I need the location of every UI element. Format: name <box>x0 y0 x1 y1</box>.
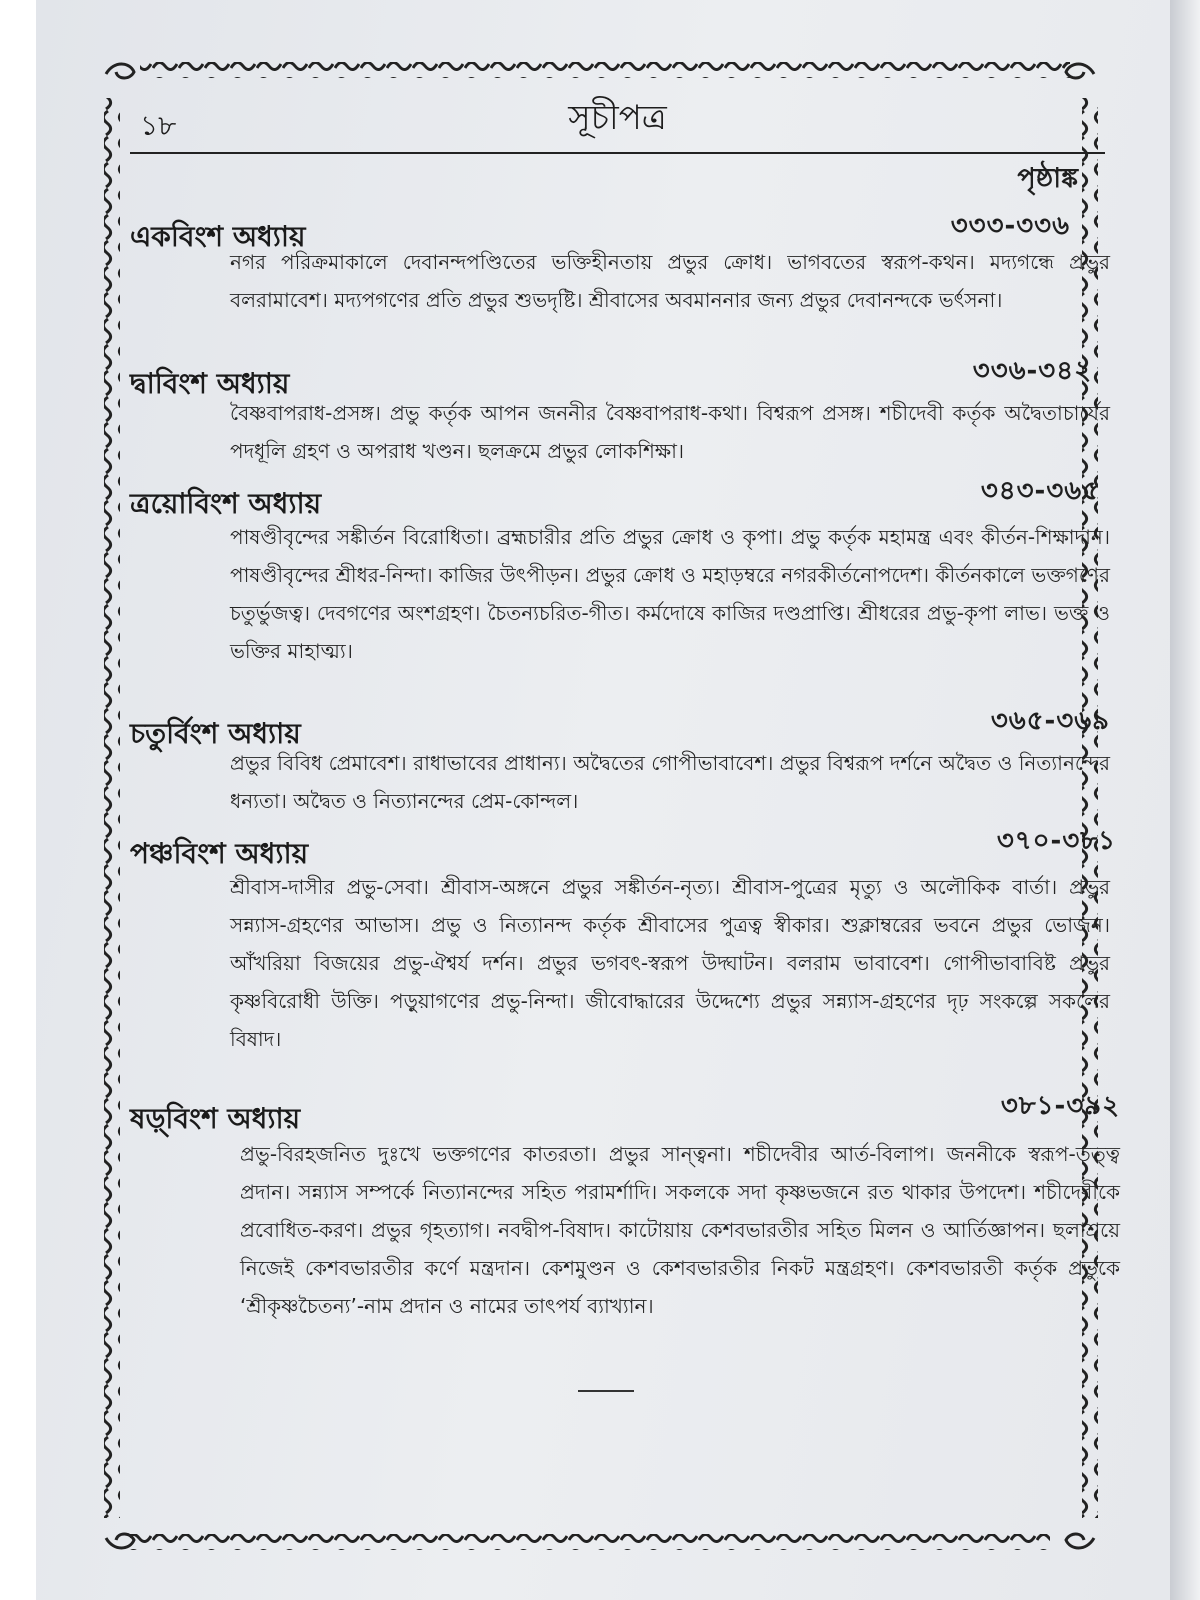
chapter-entry <box>130 205 1120 355</box>
chapter-title: চতুর্বিংশ অধ্যায় <box>130 717 301 750</box>
chapter-title: পঞ্চবিংশ অধ্যায় <box>130 837 309 870</box>
chapter-page-range: ৩৮১-৩৯২ <box>1000 1091 1120 1121</box>
chapter-title: ত্রয়োবিংশ অধ্যায় <box>130 487 322 520</box>
chapter-page-range: ৩৭০-৩৮১ <box>996 826 1116 856</box>
chapter-entry <box>130 820 1120 1090</box>
chapter-page-range: ৩৩৬-৩৪২ <box>972 356 1092 386</box>
chapter-summary: প্রভুর বিবিধ প্রেমাবেশ। রাধাভাবের প্রাধান্য। অদ্বৈতের গোপীভাবাবেশ। প্রভুর বিশ্বরূপ দর্শনে অদ্বৈত ও নিত্যানন্দের ধন্যতা। অদ্বৈত ও নিত্যানন্দের প্রেম-কোন্দল। <box>230 751 1110 813</box>
chapter-summary: নগর পরিক্রমাকালে দেবানন্দপণ্ডিতের ভক্তিহীনতায় প্রভুর ক্রোধ। ভাগবতের স্বরূপ-কথন। মদ্যগন্ধে প্রভুর বলরামাবেশ। মদ্যপগণের প্রতি প্রভুর শুভদৃষ্টি। শ্রীবাসের অবমাননার জন্য প্রভুর দেবানন্দকে ভর্ৎসনা। <box>230 250 1110 312</box>
chapter-entry <box>130 470 1120 700</box>
background-left <box>0 0 36 1600</box>
chapter-page-range: ৩৬৫-৩৬৯ <box>990 706 1110 736</box>
chapter-summary: প্রভু-বিরহজনিত দুঃখে ভক্তগণের কাতরতা। প্রভুর সান্ত্বনা। শচীদেবীর আর্ত-বিলাপ। জননীকে স্বরূপ-তত্ত্ব প্রদান। সন্ন্যাস সম্পর্কে নিত্যানন্দের সহিত পরামর্শাদি। সকলকে সদা কৃষ্ণভজনে রত থাকার উপদেশ। শচীদেবীকে প্রবোধিত-করণ। প্রভুর গৃহত্যাগ। নবদ্বীপ-বিষাদ। কাটোয়ায় কেশবভারতীর সহিত মিলন ও আর্তিজ্ঞাপন। ছলাশ্রয়ে নিজেই কেশবভারতীর কর্ণে মন্ত্রদান। কেশমুণ্ডন ও কেশবভারতীর নিকট মন্ত্রগ্রহণ। কেশবভারতী কর্তৃক প্রভুকে ‘শ্রীকৃষ্ণচৈতন্য’-নাম প্রদান ও নামের তাৎপর্য ব্যাখ্যান। <box>240 1142 1120 1318</box>
page-title: সূচীপত্র <box>568 98 667 138</box>
next-page-edge <box>1170 0 1200 1600</box>
chapter-summary: বৈষ্ণবাপরাধ-প্রসঙ্গ। প্রভু কর্তৃক আপন জননীর বৈষ্ণবাপরাধ-কথা। বিশ্বরূপ প্রসঙ্গ। শচীদেবী কর্তৃক অদ্বৈতাচার্যের পদধূলি গ্রহণ ও অপরাধ খণ্ডন। ছলক্রমে প্রভুর লোকশিক্ষা। <box>230 401 1110 463</box>
chapter-title: একবিংশ অধ্যায় <box>130 220 306 253</box>
chapter-summary: পাষণ্ডীবৃন্দের সঙ্কীর্তন বিরোধিতা। ব্রহ্মচারীর প্রতি প্রভুর ক্রোধ ও কৃপা। প্রভু কর্তৃক মহামন্ত্র এবং কীর্তন-শিক্ষাদান। পাষণ্ডীবৃন্দের শ্রীধর-নিন্দা। কাজির উৎপীড়ন। প্রভুর ক্রোধ ও মহাড়ম্বরে নগরকীর্তনোপদেশ। কীর্তনকালে ভক্তগণের চতুর্ভুজত্ব। দেবগণের অংশগ্রহণ। চৈতন্যচরিত-গীত। কর্মদোষে কাজির দণ্ডপ্রাপ্তি। শ্রীধরের প্রভু-কৃপা লাভ। ভক্ত ও ভক্তির মাহাত্ম্য। <box>230 525 1110 663</box>
chapter-summary: শ্রীবাস-দাসীর প্রভু-সেবা। শ্রীবাস-অঙ্গনে প্রভুর সঙ্কীর্তন-নৃত্য। শ্রীবাস-পুত্রের মৃত্যু ও অলৌকিক বার্তা। প্রভুর সন্ন্যাস-গ্রহণের আভাস। প্রভু ও নিত্যানন্দ কর্তৃক শ্রীবাসের পুত্রত্ব স্বীকার। শুক্লাম্বরের ভবনে প্রভুর ভোজন। আঁখরিয়া বিজয়ের প্রভু-ঐশ্বর্য দর্শন। প্রভুর ভগবৎ-স্বরূপ উদ্ঘাটন। বলরাম ভাবাবেশ। গোপীভাবাবিষ্ট প্রভুর কৃষ্ণবিরোধী উক্তি। পড়ুয়াগণের প্রভু-নিন্দা। জীবোদ্ধারের উদ্দেশ্যে প্রভুর সন্ন্যাস-গ্রহণের দৃঢ় সংকল্পে সকলের বিষাদ। <box>230 875 1110 1051</box>
chapter-entry <box>130 1085 1120 1385</box>
chapter-page-range: ৩৩৩-৩৩৬ <box>950 211 1070 241</box>
end-rule <box>578 1390 634 1392</box>
page-number: ১৮ <box>140 109 177 142</box>
page-header <box>130 90 1105 154</box>
chapter-title: দ্বাবিংশ অধ্যায় <box>130 367 290 400</box>
chapter-entry <box>130 700 1120 820</box>
chapter-title: ষড়্‌বিংশ অধ্যায় <box>130 1102 301 1135</box>
page-column-label: পৃষ্ঠাঙ্ক <box>1017 163 1078 194</box>
chapter-entry <box>130 350 1120 470</box>
chapter-page-range: ৩৪৩-৩৬৫ <box>980 476 1100 506</box>
